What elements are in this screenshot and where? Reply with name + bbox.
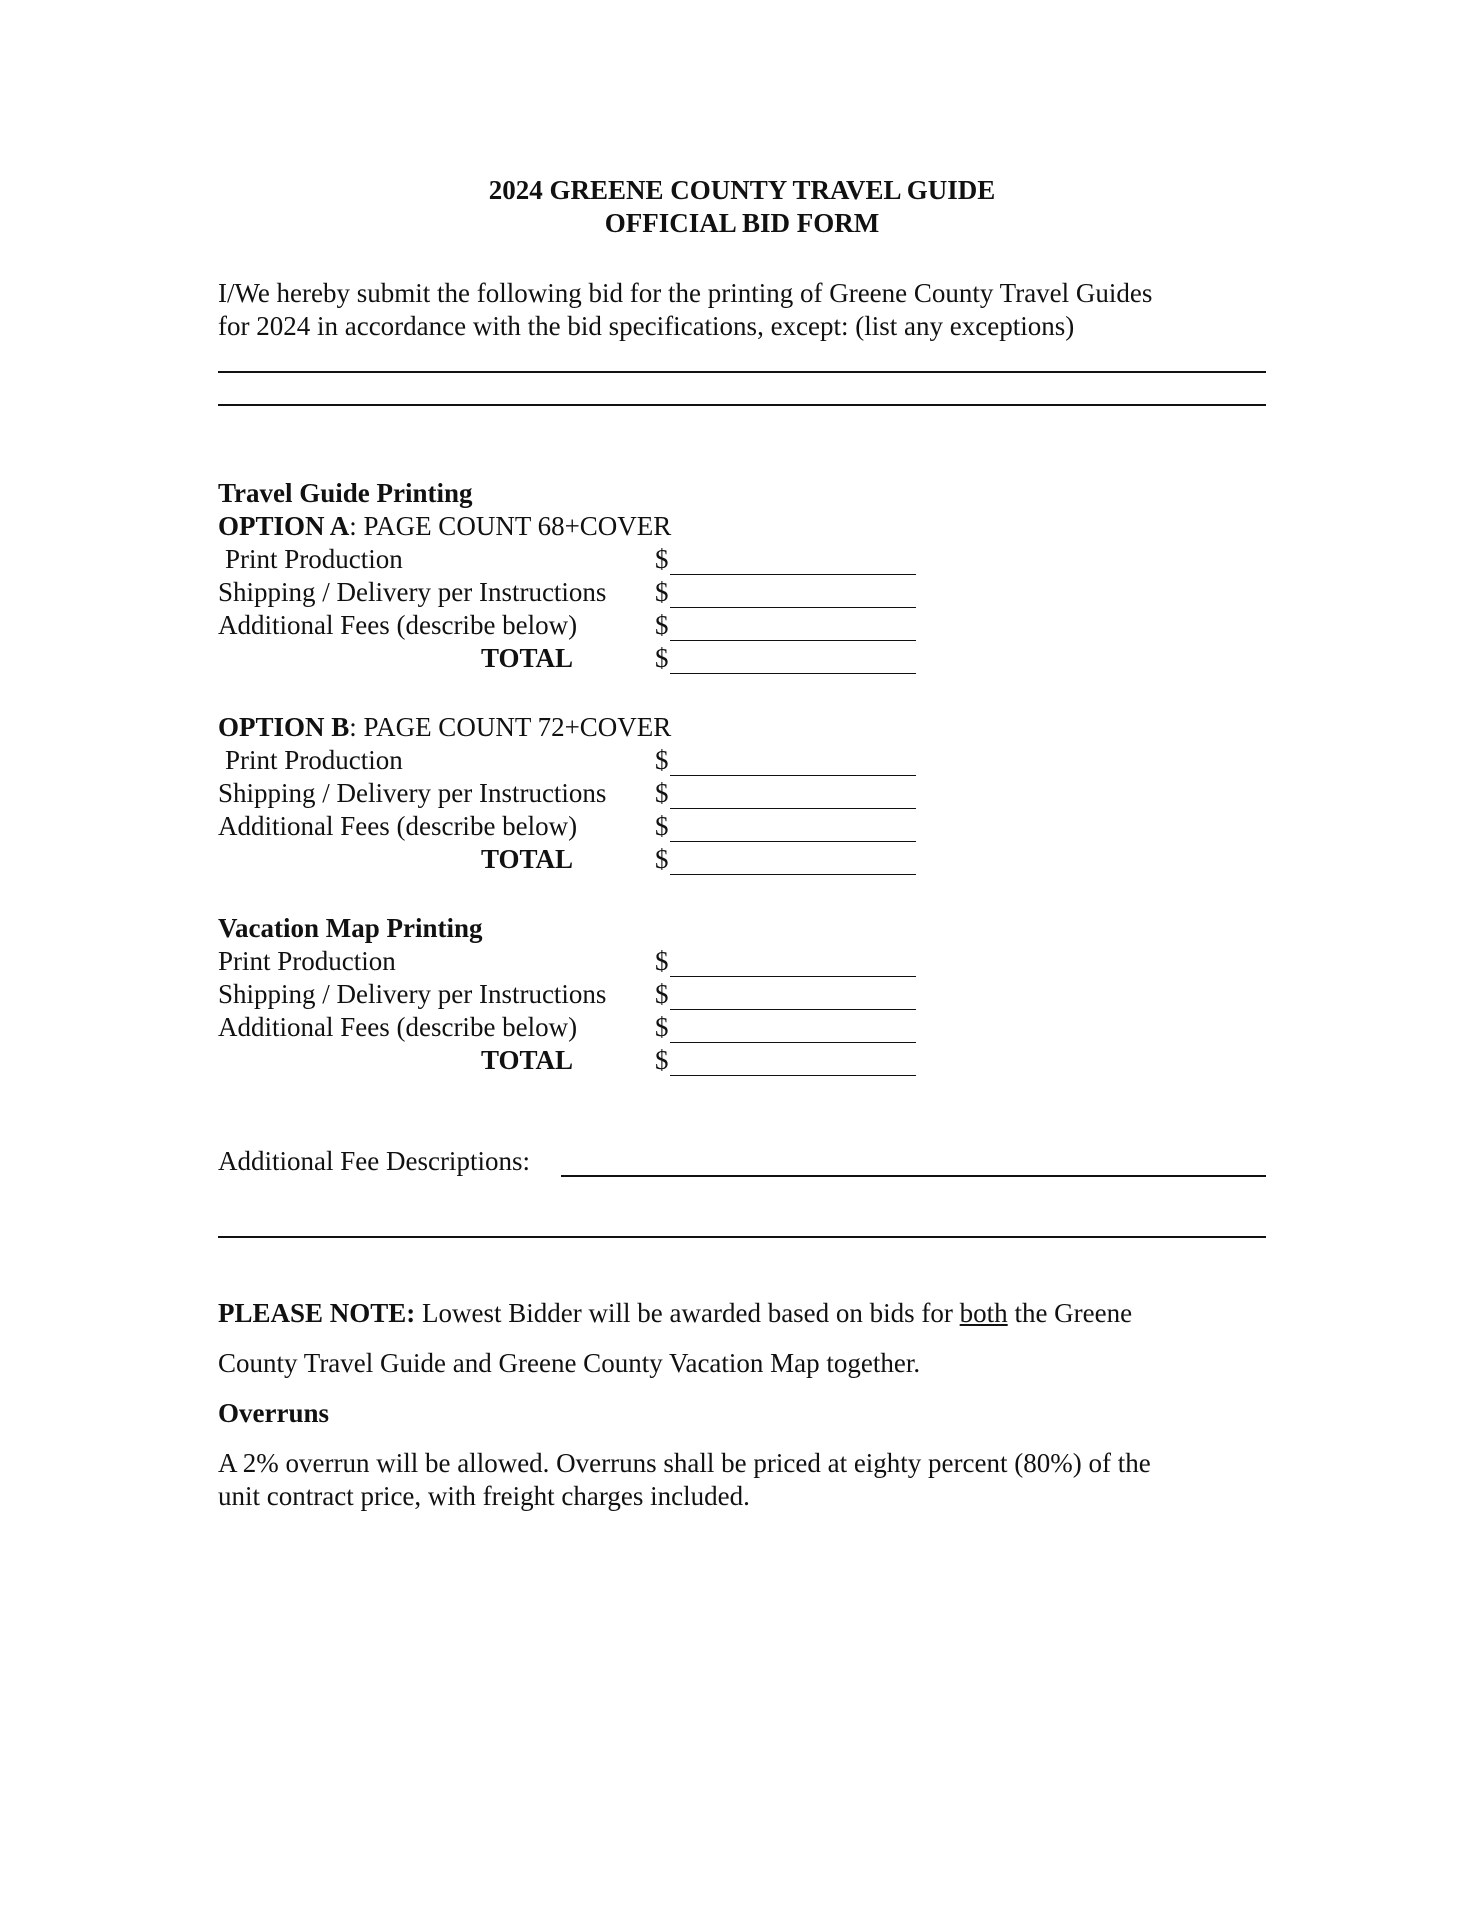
map-fees-dollar: $: [655, 1012, 669, 1042]
map-shipping-label: Shipping / Delivery per Instructions: [218, 979, 607, 1009]
option-a-shipping-input[interactable]: [670, 607, 916, 608]
option-a-desc: : PAGE COUNT 68+COVER: [349, 511, 672, 541]
travel-guide-heading: Travel Guide Printing: [218, 478, 473, 508]
note-line-1: [218, 1297, 1132, 1330]
overruns-heading: Overruns: [218, 1398, 329, 1428]
exceptions-line-1[interactable]: [218, 371, 1266, 373]
option-b-desc: : PAGE COUNT 72+COVER: [349, 712, 672, 742]
option-b-total-label: TOTAL: [481, 844, 574, 874]
intro-line-2: for 2024 in accordance with the bid specifications, except: (list any exceptions): [218, 311, 1075, 341]
map-print-dollar: $: [655, 946, 669, 976]
option-a-total-dollar: $: [655, 643, 669, 673]
option-b-label: OPTION B: [218, 712, 350, 742]
option-b-total-input[interactable]: [670, 874, 916, 875]
map-total-label: TOTAL: [481, 1045, 574, 1075]
option-b-shipping-input[interactable]: [670, 808, 916, 809]
option-a-total-input[interactable]: [670, 673, 916, 674]
option-a-shipping-label: Shipping / Delivery per Instructions: [218, 577, 607, 607]
map-shipping-dollar: $: [655, 979, 669, 1009]
option-a-label: OPTION A: [218, 511, 350, 541]
option-b-heading: [218, 711, 671, 744]
map-print-label: Print Production: [218, 946, 396, 976]
vacation-map-heading: Vacation Map Printing: [218, 913, 483, 943]
overruns-line-1: A 2% overrun will be allowed. Overruns shall be priced at eighty percent (80%) of the: [218, 1448, 1151, 1478]
option-b-print-dollar: $: [655, 745, 669, 775]
option-b-total-dollar: $: [655, 844, 669, 874]
exceptions-line-2[interactable]: [218, 404, 1266, 406]
fee-descriptions-label: Additional Fee Descriptions:: [218, 1146, 530, 1176]
option-a-print-input[interactable]: [670, 574, 916, 575]
option-a-print-label: Print Production: [225, 544, 403, 574]
option-a-heading: [218, 510, 671, 543]
option-b-print-label: Print Production: [225, 745, 403, 775]
option-b-shipping-label: Shipping / Delivery per Instructions: [218, 778, 607, 808]
fee-descriptions-line-1[interactable]: [561, 1175, 1266, 1177]
option-a-fees-label: Additional Fees (describe below): [218, 610, 578, 640]
map-total-dollar: $: [655, 1045, 669, 1075]
note-text-post: the Greene: [1014, 1298, 1133, 1328]
note-line-2: County Travel Guide and Greene County Vacation Map together.: [218, 1348, 921, 1378]
option-b-print-input[interactable]: [670, 775, 916, 776]
page-title: 2024 GREENE COUNTY TRAVEL GUIDE: [488, 175, 996, 205]
option-b-shipping-dollar: $: [655, 778, 669, 808]
map-shipping-input[interactable]: [670, 1009, 916, 1010]
option-a-total-label: TOTAL: [481, 643, 574, 673]
note-text-underlined: both: [959, 1298, 1008, 1328]
option-b-fees-label: Additional Fees (describe below): [218, 811, 578, 841]
note-text-pre: Lowest Bidder will be awarded based on bids for: [422, 1298, 953, 1328]
map-total-input[interactable]: [670, 1075, 916, 1076]
option-a-print-dollar: $: [655, 544, 669, 574]
overruns-line-2: unit contract price, with freight charges included.: [218, 1481, 750, 1511]
page-subtitle: OFFICIAL BID FORM: [604, 208, 880, 238]
fee-descriptions-line-2[interactable]: [218, 1236, 1266, 1238]
option-a-fees-input[interactable]: [670, 640, 916, 641]
option-a-shipping-dollar: $: [655, 577, 669, 607]
intro-line-1: I/We hereby submit the following bid for the printing of Greene County Travel Guides: [218, 278, 1153, 308]
note-label: PLEASE NOTE:: [218, 1298, 416, 1328]
map-fees-input[interactable]: [670, 1042, 916, 1043]
option-a-fees-dollar: $: [655, 610, 669, 640]
option-b-fees-input[interactable]: [670, 841, 916, 842]
map-fees-label: Additional Fees (describe below): [218, 1012, 578, 1042]
map-print-input[interactable]: [670, 976, 916, 977]
option-b-fees-dollar: $: [655, 811, 669, 841]
